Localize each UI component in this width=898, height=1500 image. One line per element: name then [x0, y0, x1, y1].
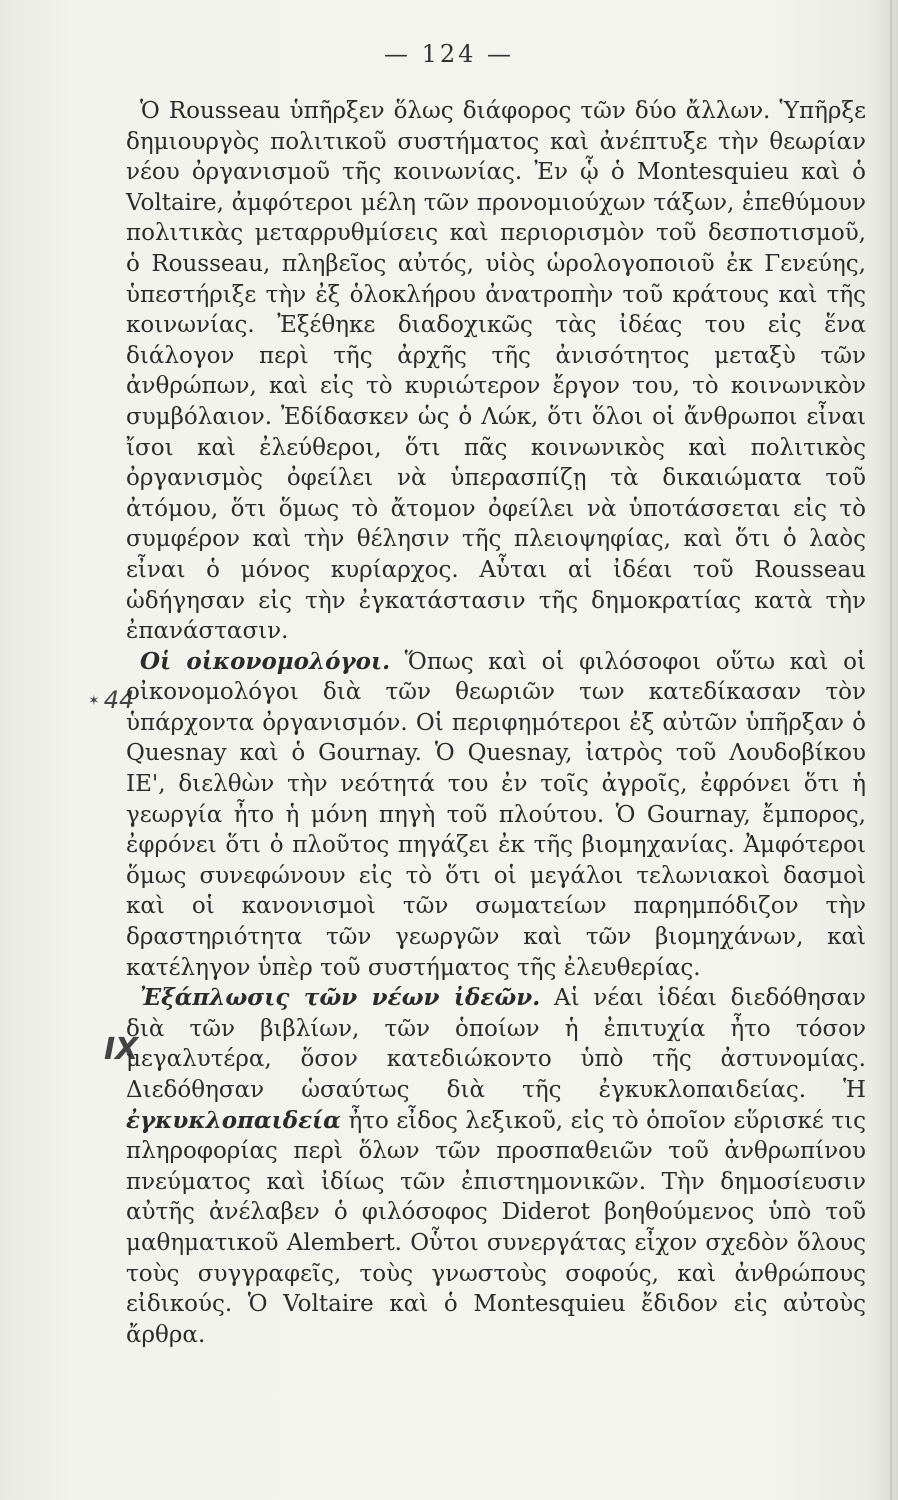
section-heading-economists: Οἱ οἰκονομολόγοι. [140, 647, 391, 675]
paragraph-economists [126, 647, 866, 984]
paragraph-spread-text-2: ἦτο εἶδος λεξικοῦ, εἰς τὸ ὁποῖον εὕρισκέ τις πληροφορίας περὶ ὅλων τῶν προσπαθειῶν τοῦ ἀνθρωπίνου πνεύματος καὶ ἰδίως τῶν ἐπιστημονικῶν. Τὴν δημοσίευσιν αὐτῆς ἀνέλαβεν ὁ φιλόσοφος Diderot βοηθούμενος ὑπὸ τοῦ μαθηματικοῦ Alembert. Οὗτοι συνεργάτας εἶχον σχεδὸν ὅλους τοὺς συγγραφεῖς, τοὺς γνωστοὺς σοφούς, καὶ ἀνθρώπους εἰδικούς. Ὁ Voltaire καὶ ὁ Montesquieu ἔδιδον εἰς αὐτοὺς ἄρθρα. [126, 1107, 866, 1348]
term-encyclopedia: ἐγκυκλοπαιδεία [126, 1106, 341, 1134]
paragraph-economists-text: Ὅπως καὶ οἱ φιλόσοφοι οὕτω καὶ οἱ οἰκονομολόγοι διὰ τῶν θεωριῶν των κατεδίκασαν τὸν ὑπάρχοντα ὀργανισμόν. Οἱ περιφημότεροι ἐξ αὐτῶν ὑπῆρξαν ὁ Quesnay καὶ ὁ Gournay. Ὁ Quesnay, ἰατρὸς τοῦ Λουδοβίκου ΙΕ', διελθὼν τὴν νεότητά του ἐν τοῖς ἀγροῖς, ἐφρόνει ὅτι ἡ γεωργία ἦτο ἡ μόνη πηγὴ τοῦ πλούτου. Ὁ Gournay, ἔμπορος, ἐφρόνει ὅτι ὁ πλοῦτος πηγάζει ἐκ τῆς βιομηχανίας. Ἀμφότεροι ὅμως συνεφώνουν εἰς τὸ ὅτι οἱ μεγάλοι τελωνιακοὶ δασμοὶ καὶ οἱ κανονισμοὶ τῶν σωματείων παρημπόδιζον τὴν δραστηριότητα τῶν γεωργῶν καὶ τῶν βιομηχάνων, καὶ κατέληγον ὑπὲρ τοῦ συστήματος τῆς ἐλευθερίας. [126, 648, 866, 981]
section-heading-spread-of-ideas: Ἐξάπλωσις τῶν νέων ἰδεῶν. [140, 984, 541, 1012]
paragraph-spread-text-1: Αἱ νέαι ἰδέαι διεδόθησαν διὰ τῶν βιβλίων, τῶν ὁποίων ἡ ἐπιτυχία ἦτο τόσον μεγαλυτέρα, ὅσον κατεδιώκοντο ὑπὸ τῆς ἀστυνομίας. Διεδόθησαν ὡσαύτως διὰ τῆς ἐγκυκλοπαιδείας. Ἡ [126, 985, 866, 1103]
body-text [126, 96, 866, 1350]
margin-note-1-text: 44 [103, 686, 135, 714]
paragraph-rousseau: Ὁ Rousseau ὑπῆρξεν ὅλως διάφορος τῶν δύο ἄλλων. Ὑπῆρξε δημιουργὸς πολιτικοῦ συστήματος καὶ ἀνέπτυξε τὴν θεωρίαν νέου ὀργανισμοῦ τῆς κοινωνίας. Ἐν ᾧ ὁ Montesquieu καὶ ὁ Voltaire, ἀμφότεροι μέλη τῶν προνομιούχων τάξων, ἐπεθύμουν πολιτικὰς μεταρρυθμίσεις καὶ περιορισμὸν τοῦ δεσποτισμοῦ, ὁ Rousseau, πληβεῖος αὐτός, υἱὸς ὡρολογοποιοῦ ἐκ Γενεύης, ὑπεστήριξε τὴν ἐξ ὁλοκλήρου ἀνατροπὴν τοῦ κράτους καὶ τῆς κοινωνίας. Ἐξέθηκε διαδοχικῶς τὰς ἰδέας του εἰς ἕνα διάλογον περὶ τῆς ἀρχῆς τῆς ἀνισότητος μεταξὺ τῶν ἀνθρώπων, καὶ εἰς τὸ κυριώτερον ἔργον του, τὸ κοινωνικὸν συμβόλαιον. Ἐδίδασκεν ὡς ὁ Λώκ, ὅτι ὅλοι οἱ ἄνθρωποι εἶναι ἴσοι καὶ ἐλεύθεροι, ὅτι πᾶς κοινωνικὸς καὶ πολιτικὸς ὀργανισμὸς ὀφείλει νὰ ὑπερασπίζῃ τὰ δικαιώματα τοῦ ἀτόμου, ὅτι ὅμως τὸ ἄτομον ὀφείλει νὰ ὑποτάσσεται εἰς τὸ συμφέρον καὶ τὴν θέλησιν τῆς πλειοψηφίας, καὶ ὅτι ὁ λαὸς εἶναι ὁ μόνος κυρίαρχος. Αὗται αἱ ἰδέαι τοῦ Rousseau ὡδήγησαν εἰς τὴν ἐγκατάστασιν τῆς δημοκρατίας κατὰ τὴν ἐπανάστασιν. [126, 98, 866, 645]
margin-note-2-text: IX [104, 1032, 139, 1067]
star-icon: ✶ [88, 693, 100, 709]
page-number: — 124 — [383, 40, 515, 68]
paragraph-spread-of-ideas [126, 983, 866, 1350]
page-edge [890, 0, 892, 1500]
